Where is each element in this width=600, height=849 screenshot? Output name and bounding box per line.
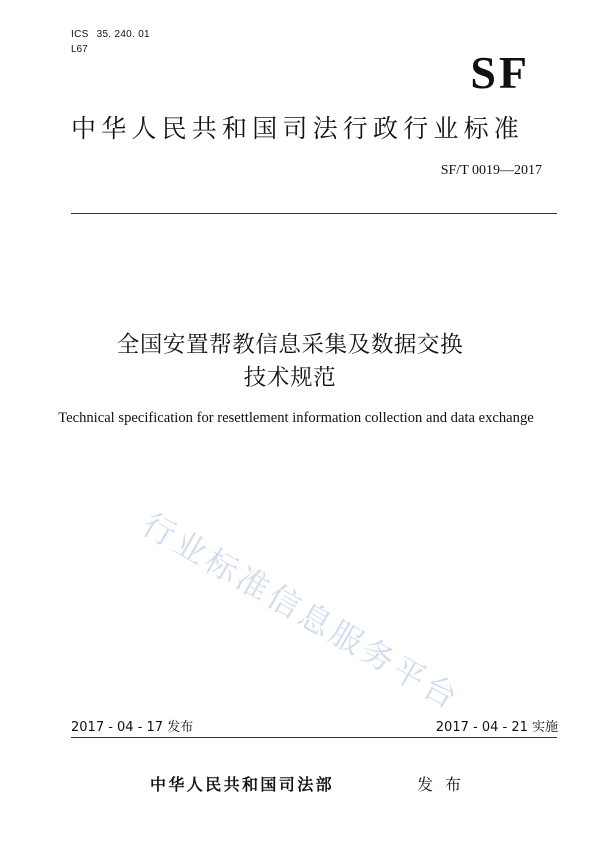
standard-category: 中华人民共和国司法行政行业标准 (71, 114, 525, 143)
ics-classification (71, 29, 150, 40)
issue-date: 2017 - 04 - 17 发布 (71, 720, 194, 735)
title-cn-line2: 技术规范 (243, 365, 337, 391)
title-en: Technical specification for resettlement information collection and data exchange (58, 410, 534, 426)
watermark: 行业标准信息服务平台 (136, 505, 467, 719)
ics-code: 35. 240. 01 (96, 29, 150, 40)
ccs-code: L67 (71, 44, 88, 55)
implementation-date: 2017 - 04 - 21 实施 (435, 720, 558, 735)
issuer-name: 中华人民共和国司法部 (150, 775, 335, 794)
standard-number: SF/T 0019—2017 (440, 163, 542, 178)
bottom-divider (71, 737, 557, 738)
title-cn-line1: 全国安置帮教信息采集及数据交换 (116, 332, 464, 358)
top-divider (71, 213, 557, 214)
sf-logo: SF (470, 47, 530, 98)
ics-label: ICS (71, 29, 89, 40)
issuer-action: 发布 (417, 775, 474, 794)
